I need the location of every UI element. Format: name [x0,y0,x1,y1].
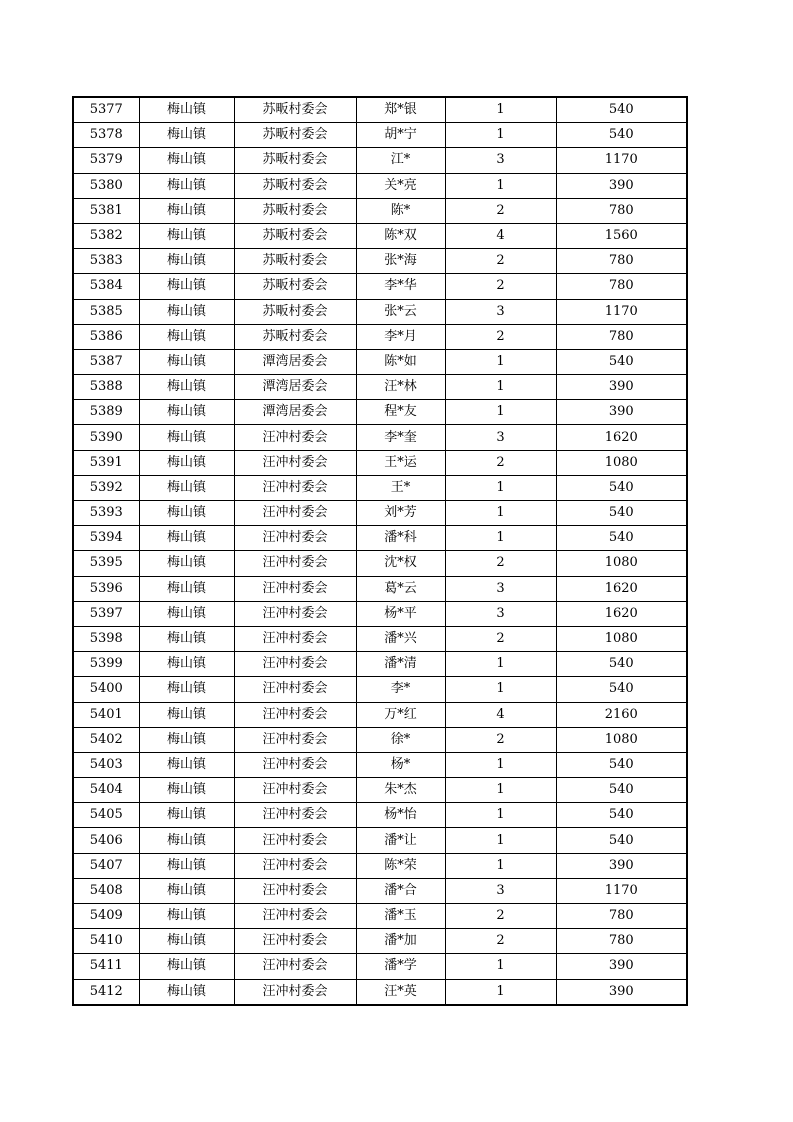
count-cell: 1 [445,526,556,551]
name-cell: 李*奎 [356,425,445,450]
amount-cell: 540 [556,501,687,526]
table-row [73,752,687,777]
town-cell: 梅山镇 [139,727,234,752]
amount-cell: 540 [556,652,687,677]
count-cell: 2 [445,274,556,299]
row-number-cell: 5404 [73,778,139,803]
row-number-cell: 5392 [73,475,139,500]
amount-cell: 540 [556,526,687,551]
count-cell: 2 [445,904,556,929]
row-number-cell: 5388 [73,375,139,400]
town-cell: 梅山镇 [139,702,234,727]
town-cell: 梅山镇 [139,299,234,324]
name-cell: 杨*平 [356,601,445,626]
amount-cell: 540 [556,752,687,777]
table-row [73,274,687,299]
town-cell: 梅山镇 [139,677,234,702]
count-cell: 1 [445,400,556,425]
committee-cell: 潭湾居委会 [234,349,356,374]
count-cell: 2 [445,929,556,954]
town-cell: 梅山镇 [139,400,234,425]
town-cell: 梅山镇 [139,349,234,374]
name-cell: 潘*学 [356,954,445,979]
amount-cell: 1080 [556,727,687,752]
row-number-cell: 5377 [73,97,139,123]
town-cell: 梅山镇 [139,778,234,803]
name-cell: 张*海 [356,249,445,274]
count-cell: 1 [445,123,556,148]
table-row [73,526,687,551]
count-cell: 1 [445,954,556,979]
committee-cell: 汪冲村委会 [234,702,356,727]
name-cell: 潘*合 [356,878,445,903]
committee-cell: 汪冲村委会 [234,626,356,651]
count-cell: 1 [445,979,556,1005]
name-cell: 李*华 [356,274,445,299]
name-cell: 陈*荣 [356,853,445,878]
committee-cell: 汪冲村委会 [234,803,356,828]
town-cell: 梅山镇 [139,626,234,651]
amount-cell: 1170 [556,878,687,903]
count-cell: 1 [445,475,556,500]
town-cell: 梅山镇 [139,249,234,274]
row-number-cell: 5389 [73,400,139,425]
amount-cell: 780 [556,904,687,929]
table-row [73,475,687,500]
amount-cell: 1080 [556,626,687,651]
amount-cell: 390 [556,400,687,425]
row-number-cell: 5397 [73,601,139,626]
row-number-cell: 5396 [73,576,139,601]
amount-cell: 1560 [556,223,687,248]
table-row [73,929,687,954]
count-cell: 1 [445,97,556,123]
row-number-cell: 5411 [73,954,139,979]
count-cell: 1 [445,853,556,878]
table-row [73,223,687,248]
amount-cell: 1620 [556,576,687,601]
count-cell: 3 [445,601,556,626]
committee-cell: 汪冲村委会 [234,652,356,677]
table-row [73,904,687,929]
table-row [73,878,687,903]
town-cell: 梅山镇 [139,173,234,198]
table-row [73,324,687,349]
town-cell: 梅山镇 [139,929,234,954]
name-cell: 王*运 [356,450,445,475]
committee-cell: 汪冲村委会 [234,501,356,526]
table-row [73,450,687,475]
committee-cell: 汪冲村委会 [234,929,356,954]
committee-cell: 汪冲村委会 [234,551,356,576]
table-row [73,727,687,752]
name-cell: 潘*加 [356,929,445,954]
name-cell: 杨* [356,752,445,777]
count-cell: 1 [445,828,556,853]
table-row [73,954,687,979]
records-table-container [72,96,686,1006]
town-cell: 梅山镇 [139,450,234,475]
town-cell: 梅山镇 [139,198,234,223]
row-number-cell: 5401 [73,702,139,727]
name-cell: 万*红 [356,702,445,727]
row-number-cell: 5393 [73,501,139,526]
committee-cell: 潭湾居委会 [234,400,356,425]
town-cell: 梅山镇 [139,526,234,551]
count-cell: 3 [445,148,556,173]
count-cell: 4 [445,702,556,727]
name-cell: 程*友 [356,400,445,425]
count-cell: 1 [445,173,556,198]
table-row [73,198,687,223]
amount-cell: 1080 [556,450,687,475]
committee-cell: 苏畈村委会 [234,173,356,198]
table-row [73,299,687,324]
committee-cell: 苏畈村委会 [234,223,356,248]
amount-cell: 540 [556,123,687,148]
table-row [73,828,687,853]
row-number-cell: 5400 [73,677,139,702]
amount-cell: 1080 [556,551,687,576]
count-cell: 2 [445,198,556,223]
row-number-cell: 5407 [73,853,139,878]
table-row [73,551,687,576]
committee-cell: 苏畈村委会 [234,97,356,123]
table-row [73,778,687,803]
row-number-cell: 5383 [73,249,139,274]
town-cell: 梅山镇 [139,828,234,853]
count-cell: 1 [445,349,556,374]
count-cell: 3 [445,299,556,324]
row-number-cell: 5384 [73,274,139,299]
committee-cell: 汪冲村委会 [234,904,356,929]
town-cell: 梅山镇 [139,576,234,601]
count-cell: 1 [445,677,556,702]
count-cell: 2 [445,324,556,349]
amount-cell: 540 [556,803,687,828]
row-number-cell: 5381 [73,198,139,223]
town-cell: 梅山镇 [139,223,234,248]
table-row [73,148,687,173]
table-row [73,702,687,727]
row-number-cell: 5403 [73,752,139,777]
town-cell: 梅山镇 [139,551,234,576]
amount-cell: 780 [556,324,687,349]
table-row [73,853,687,878]
name-cell: 胡*宁 [356,123,445,148]
row-number-cell: 5399 [73,652,139,677]
town-cell: 梅山镇 [139,878,234,903]
committee-cell: 汪冲村委会 [234,878,356,903]
committee-cell: 汪冲村委会 [234,727,356,752]
count-cell: 3 [445,576,556,601]
amount-cell: 1170 [556,148,687,173]
town-cell: 梅山镇 [139,97,234,123]
amount-cell: 780 [556,274,687,299]
table-row [73,803,687,828]
town-cell: 梅山镇 [139,904,234,929]
committee-cell: 汪冲村委会 [234,828,356,853]
table-body [73,97,687,1005]
name-cell: 潘*玉 [356,904,445,929]
table-row [73,97,687,123]
count-cell: 2 [445,249,556,274]
count-cell: 3 [445,425,556,450]
name-cell: 朱*杰 [356,778,445,803]
committee-cell: 汪冲村委会 [234,576,356,601]
committee-cell: 苏畈村委会 [234,123,356,148]
name-cell: 陈*双 [356,223,445,248]
row-number-cell: 5380 [73,173,139,198]
town-cell: 梅山镇 [139,324,234,349]
table-row [73,249,687,274]
town-cell: 梅山镇 [139,752,234,777]
name-cell: 刘*芳 [356,501,445,526]
amount-cell: 2160 [556,702,687,727]
count-cell: 1 [445,778,556,803]
committee-cell: 汪冲村委会 [234,853,356,878]
town-cell: 梅山镇 [139,148,234,173]
committee-cell: 苏畈村委会 [234,198,356,223]
row-number-cell: 5387 [73,349,139,374]
table-row [73,652,687,677]
amount-cell: 540 [556,778,687,803]
amount-cell: 780 [556,198,687,223]
row-number-cell: 5405 [73,803,139,828]
count-cell: 2 [445,626,556,651]
table-row [73,601,687,626]
row-number-cell: 5394 [73,526,139,551]
committee-cell: 汪冲村委会 [234,526,356,551]
town-cell: 梅山镇 [139,274,234,299]
name-cell: 潘*清 [356,652,445,677]
row-number-cell: 5395 [73,551,139,576]
amount-cell: 780 [556,929,687,954]
name-cell: 汪*林 [356,375,445,400]
town-cell: 梅山镇 [139,475,234,500]
name-cell: 潘*兴 [356,626,445,651]
committee-cell: 汪冲村委会 [234,752,356,777]
table-row [73,425,687,450]
committee-cell: 汪冲村委会 [234,979,356,1005]
row-number-cell: 5390 [73,425,139,450]
count-cell: 1 [445,652,556,677]
row-number-cell: 5378 [73,123,139,148]
row-number-cell: 5382 [73,223,139,248]
row-number-cell: 5398 [73,626,139,651]
amount-cell: 1620 [556,601,687,626]
amount-cell: 540 [556,677,687,702]
table-row [73,979,687,1005]
table-row [73,123,687,148]
committee-cell: 汪冲村委会 [234,425,356,450]
amount-cell: 780 [556,249,687,274]
row-number-cell: 5409 [73,904,139,929]
table-row [73,349,687,374]
name-cell: 李* [356,677,445,702]
amount-cell: 390 [556,954,687,979]
committee-cell: 汪冲村委会 [234,954,356,979]
amount-cell: 540 [556,828,687,853]
count-cell: 3 [445,878,556,903]
count-cell: 1 [445,803,556,828]
count-cell: 2 [445,551,556,576]
count-cell: 1 [445,752,556,777]
table-row [73,173,687,198]
name-cell: 葛*云 [356,576,445,601]
town-cell: 梅山镇 [139,979,234,1005]
row-number-cell: 5408 [73,878,139,903]
count-cell: 2 [445,450,556,475]
name-cell: 陈*如 [356,349,445,374]
amount-cell: 390 [556,173,687,198]
amount-cell: 390 [556,979,687,1005]
town-cell: 梅山镇 [139,375,234,400]
table-row [73,501,687,526]
row-number-cell: 5412 [73,979,139,1005]
name-cell: 潘*科 [356,526,445,551]
name-cell: 杨*怡 [356,803,445,828]
committee-cell: 汪冲村委会 [234,601,356,626]
count-cell: 1 [445,501,556,526]
name-cell: 汪*英 [356,979,445,1005]
table-row [73,576,687,601]
town-cell: 梅山镇 [139,501,234,526]
name-cell: 张*云 [356,299,445,324]
amount-cell: 390 [556,375,687,400]
name-cell: 王* [356,475,445,500]
amount-cell: 540 [556,349,687,374]
row-number-cell: 5386 [73,324,139,349]
town-cell: 梅山镇 [139,652,234,677]
committee-cell: 汪冲村委会 [234,677,356,702]
table-row [73,375,687,400]
table-row [73,400,687,425]
town-cell: 梅山镇 [139,601,234,626]
amount-cell: 1170 [556,299,687,324]
name-cell: 潘*让 [356,828,445,853]
table-row [73,677,687,702]
committee-cell: 苏畈村委会 [234,249,356,274]
committee-cell: 苏畈村委会 [234,299,356,324]
committee-cell: 汪冲村委会 [234,475,356,500]
committee-cell: 苏畈村委会 [234,324,356,349]
row-number-cell: 5385 [73,299,139,324]
name-cell: 关*亮 [356,173,445,198]
records-table [72,96,688,1006]
row-number-cell: 5410 [73,929,139,954]
count-cell: 2 [445,727,556,752]
amount-cell: 390 [556,853,687,878]
amount-cell: 540 [556,97,687,123]
row-number-cell: 5379 [73,148,139,173]
committee-cell: 苏畈村委会 [234,274,356,299]
amount-cell: 540 [556,475,687,500]
town-cell: 梅山镇 [139,425,234,450]
amount-cell: 1620 [556,425,687,450]
row-number-cell: 5391 [73,450,139,475]
count-cell: 1 [445,375,556,400]
town-cell: 梅山镇 [139,803,234,828]
committee-cell: 苏畈村委会 [234,148,356,173]
name-cell: 徐* [356,727,445,752]
row-number-cell: 5406 [73,828,139,853]
name-cell: 陈* [356,198,445,223]
count-cell: 4 [445,223,556,248]
committee-cell: 汪冲村委会 [234,450,356,475]
name-cell: 沈*权 [356,551,445,576]
committee-cell: 汪冲村委会 [234,778,356,803]
town-cell: 梅山镇 [139,954,234,979]
town-cell: 梅山镇 [139,853,234,878]
row-number-cell: 5402 [73,727,139,752]
town-cell: 梅山镇 [139,123,234,148]
committee-cell: 潭湾居委会 [234,375,356,400]
name-cell: 江* [356,148,445,173]
name-cell: 郑*银 [356,97,445,123]
table-row [73,626,687,651]
name-cell: 李*月 [356,324,445,349]
